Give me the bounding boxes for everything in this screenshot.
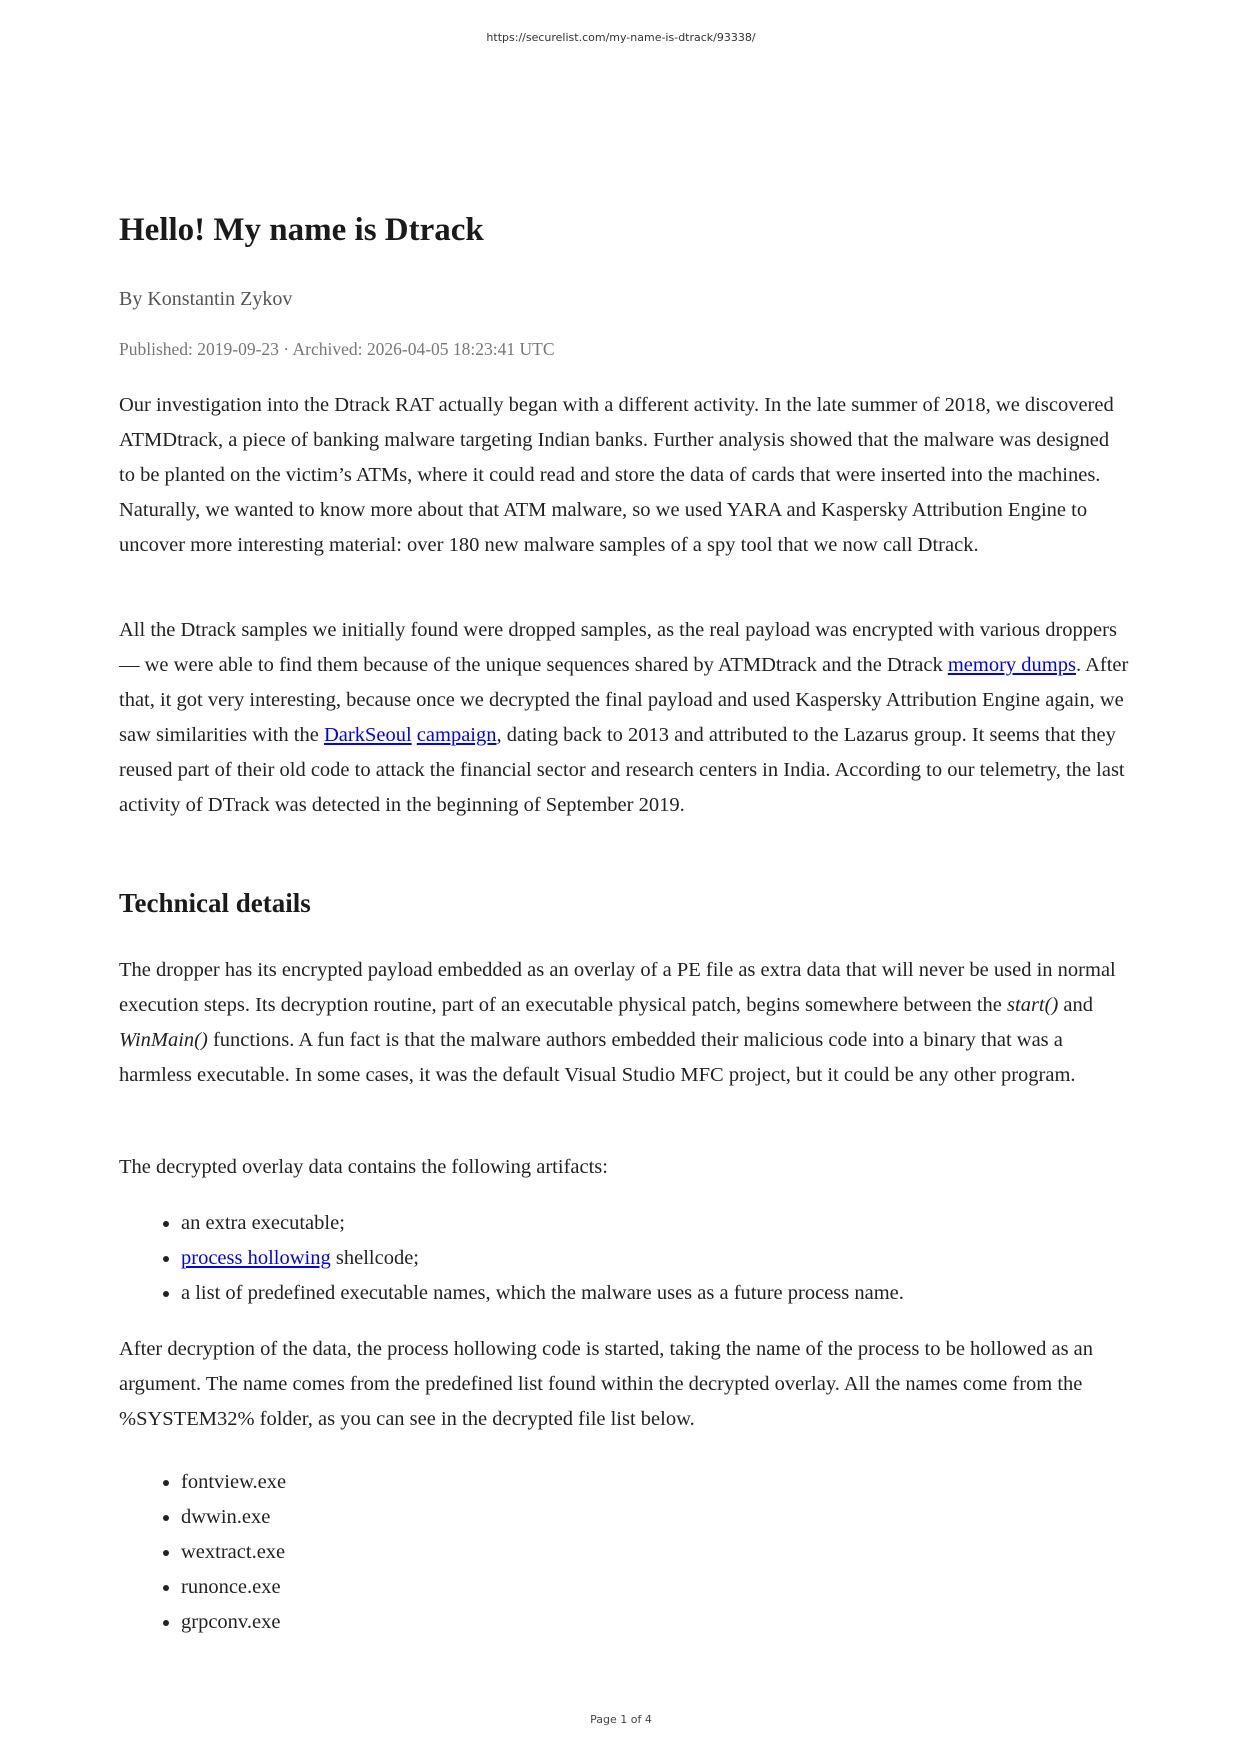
article-meta: Published: 2019-09-23 · Archived: 2026-04-05 18:23:41 UTC — [119, 339, 555, 359]
paragraph-text — [119, 953, 1129, 1093]
text-segment: The dropper has its encrypted payload embedded as an overlay of a PE file as extra data that will never be used in normal execution steps. Its decryption routine, part of an executable physical patch, begins somewhere between the — [119, 959, 1116, 1016]
process-hollowing-link[interactable]: process hollowing — [181, 1247, 331, 1269]
darkseoul-link[interactable]: DarkSeoul — [323, 724, 412, 746]
text-segment: functions. A fun fact is that the malware authors embedded their malicious code into a binary that was a harmless executable. In some cases, it was the default Visual Studio MFC project, but it could be any other program. — [119, 1029, 1076, 1086]
paragraph-text: After decryption of the data, the process hollowing code is started, taking the name of the process to be hollowed as an argument. The name comes from the predefined list found within the decrypted overlay. All the names come from the %SYSTEM32% folder, as you can see in the decrypted file list below. — [119, 1338, 1094, 1430]
list-item — [181, 1241, 1129, 1276]
page-number: Page 1 of 4 — [590, 1713, 652, 1726]
text-segment: and — [1058, 994, 1094, 1016]
list-item: • runonce.exe — [181, 1570, 1129, 1605]
memory-dumps-link[interactable]: memory dumps — [947, 654, 1076, 676]
list-item — [181, 1206, 1129, 1241]
code-winmain-function: WinMain() — [119, 1029, 208, 1051]
campaign-link[interactable]: campaign — [416, 724, 497, 746]
paragraph-text: Our investigation into the Dtrack RAT actually began with a different activity. In the late summer of 2018, we discovered ATMDtrack, a piece of banking malware targeting Indian banks. Further analysis showed that the malware was designed to be planted on the victim’s ATMs, where it could read and store the data of cards that were inserted into the machines. Naturally, we wanted to know more about that ATM malware, so we used YARA and Kaspersky Attribution Engine to uncover more interesting material: over 180 new malware samples of a spy tool that we now call Dtrack. — [119, 394, 1114, 556]
file-list — [119, 1465, 1129, 1640]
paragraph-text: The decrypted overlay data contains the following artifacts: — [119, 1156, 608, 1178]
list-item-text: a list of predefined executable names, which the malware uses as a future process name. — [181, 1282, 904, 1304]
paragraph-samples — [119, 613, 1129, 823]
paragraph-intro — [119, 388, 1129, 563]
article-byline: By Konstantin Zykov — [119, 288, 293, 310]
text-segment: All the Dtrack samples we initially found were dropped samples, as the real payload was encrypted with various droppers — we were able to find them because of the unique sequences shared by ATMDtrack and the Dtrack — [119, 619, 1117, 676]
text-segment: , dating back to 2013 and attributed to the Lazarus group. It seems that they reused part of their old code to attack the financial sector and research centers in India. According to our telemetry, the last activity of DTrack was detected in the beginning of September 2019. — [119, 724, 1125, 816]
paragraph-hollowing — [119, 1332, 1129, 1437]
section-heading: Technical details — [119, 888, 311, 918]
list-item-text: shellcode; — [330, 1247, 419, 1269]
code-start-function: start() — [1007, 994, 1059, 1016]
paragraph-dropper — [119, 953, 1129, 1093]
page-url-header: https://securelist.com/my-name-is-dtrack/93338/ — [486, 31, 756, 44]
list-item-text: an extra executable; — [181, 1212, 345, 1234]
list-item — [181, 1276, 1129, 1311]
list-item: • dwwin.exe — [181, 1500, 1129, 1535]
list-item: • fontview.exe — [181, 1465, 1129, 1500]
list-item: • wextract.exe — [181, 1535, 1129, 1570]
artifacts-list — [119, 1206, 1129, 1311]
paragraph-text — [119, 613, 1129, 823]
section-technical-details — [119, 888, 1129, 919]
text-segment: . After that, it got very interesting, because once we decrypted the final payload and used Kaspersky Attribution Engine again, we saw similarities with the — [119, 654, 1129, 746]
paragraph-artifacts-intro — [119, 1150, 1129, 1185]
list-item: • grpconv.exe — [181, 1605, 1129, 1640]
article-title: Hello! My name is Dtrack — [119, 212, 484, 248]
